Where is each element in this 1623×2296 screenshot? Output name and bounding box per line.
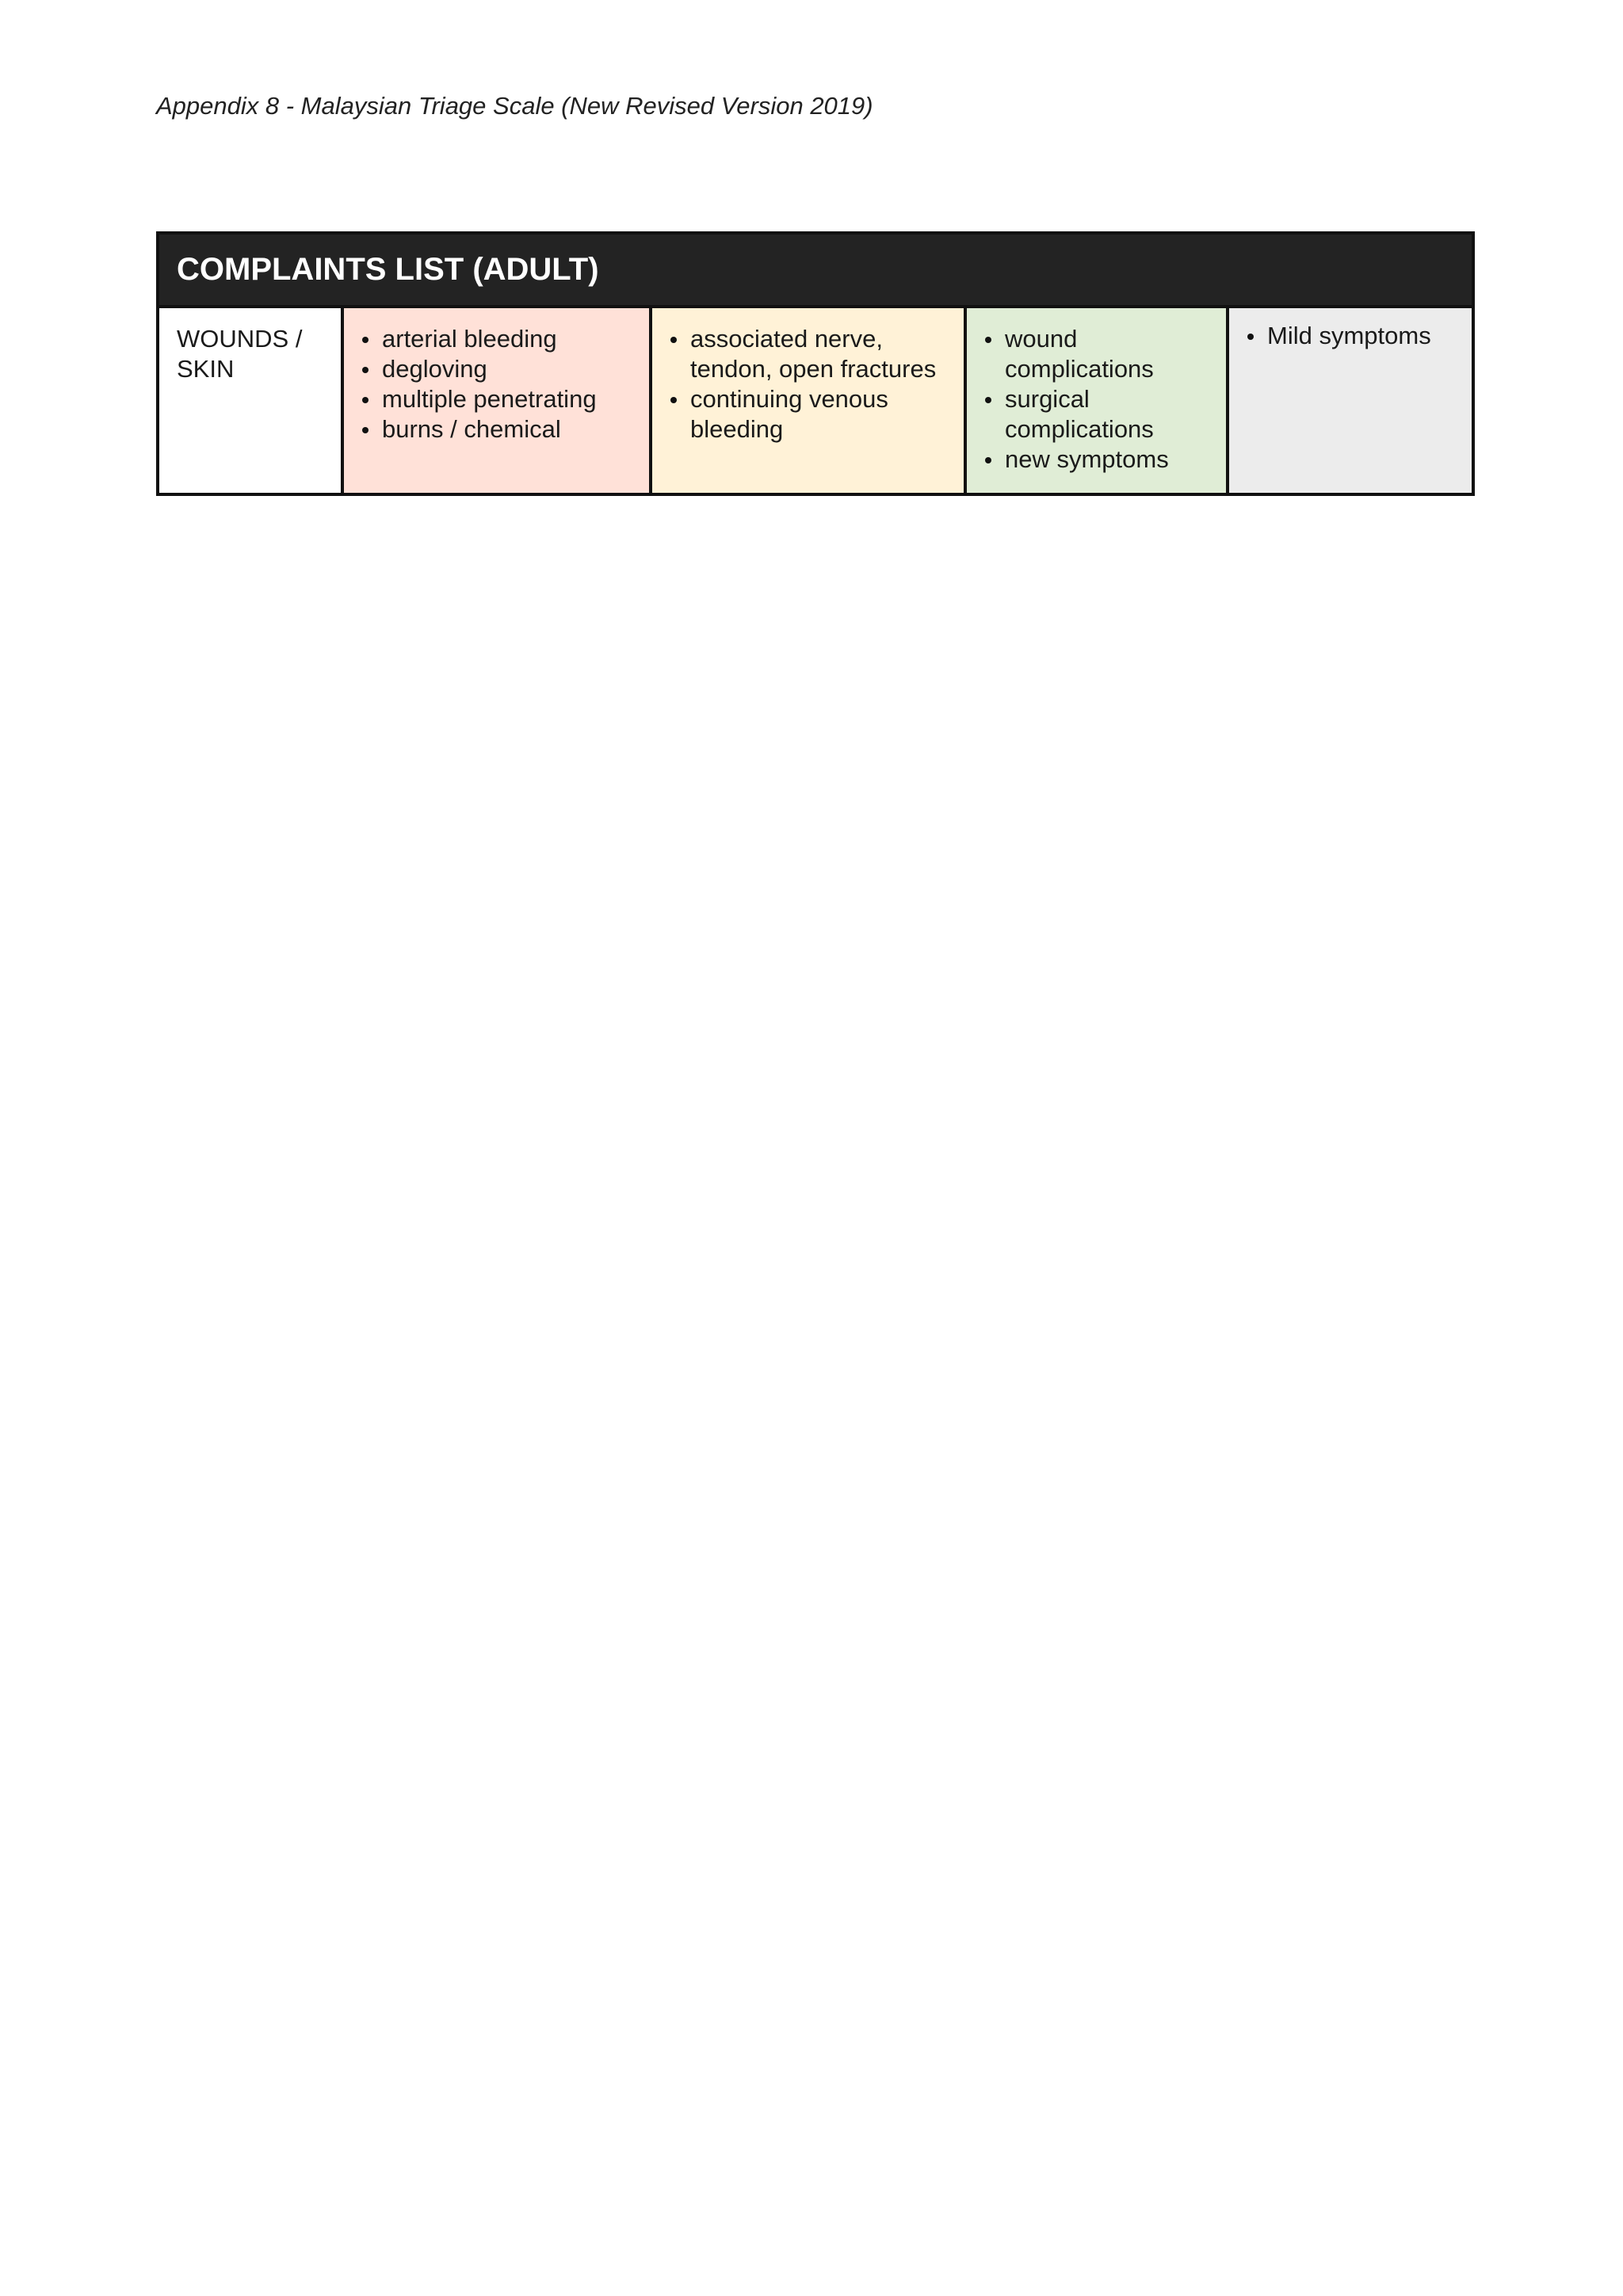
symptom-list [666,324,949,444]
list-item: continuing venous bleeding [690,384,949,444]
table-title: COMPLAINTS LIST (ADULT) [159,235,1472,308]
page-header: Appendix 8 - Malaysian Triage Scale (New Revised Version 2019) [156,92,873,120]
symptom-list [358,324,635,444]
list-item: arterial bleeding [382,324,635,354]
triage-green-cell [967,308,1229,493]
complaints-table [156,231,1475,496]
triage-yellow-cell [652,308,967,493]
list-item: new symptoms [1005,444,1212,475]
list-item: surgical complications [1005,384,1212,444]
list-item: degloving [382,354,635,384]
symptom-list [1243,321,1457,351]
list-item: associated nerve, tendon, open fractures [690,324,949,384]
symptom-list [981,324,1212,475]
table-row [159,308,1472,493]
list-item: Mild symptoms [1267,321,1457,351]
triage-red-cell [344,308,652,493]
list-item: burns / chemical [382,414,635,444]
list-item: multiple penetrating [382,384,635,414]
list-item: wound complications [1005,324,1212,384]
triage-grey-cell [1229,308,1472,493]
category-cell: WOUNDS / SKIN [159,308,344,493]
